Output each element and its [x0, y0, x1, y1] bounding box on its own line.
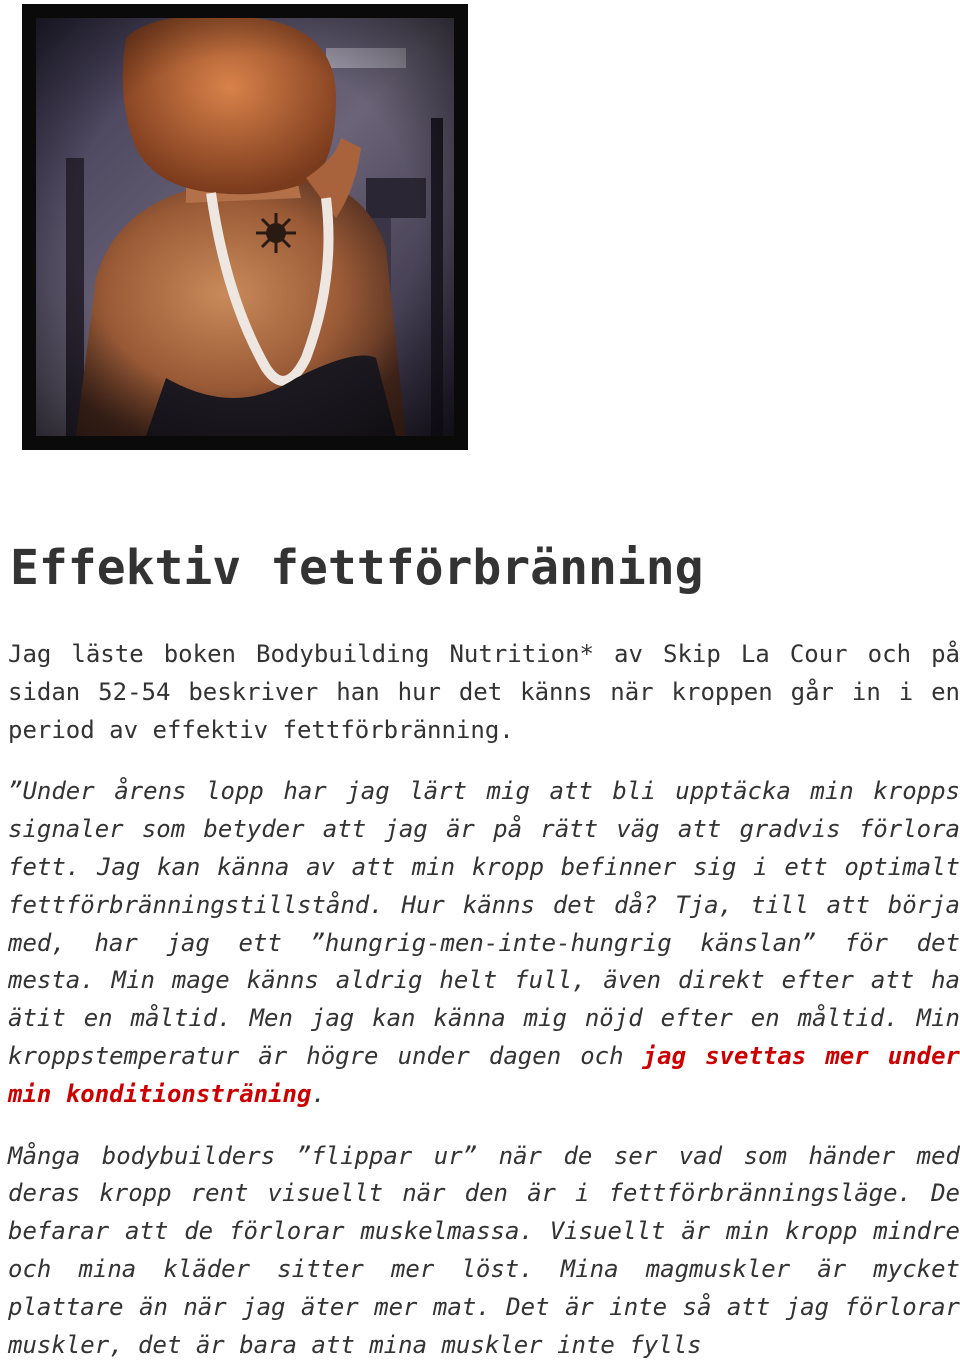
quote-paragraph — [8, 773, 960, 1113]
highlight-link[interactable]: jag svettas mer under min konditionsträning — [8, 1041, 960, 1108]
second-paragraph: Många bodybuilders ”flippar ur” när de ser vad som händer med deras kropp rent visuellt när den är i fettförbränningsläge. De befarar att de förlorar muskelmassa. Visuellt är min kropp mindre och mina kläder sitter mer löst. Mina magmuskler är mycket plattare än när jag äter mer mat. Det är inte så att jag förlorar muskler, det är bara att mina muskler inte fylls — [8, 1141, 960, 1359]
gym-photo — [36, 18, 454, 436]
intro-paragraph: Jag läste boken Bodybuilding Nutrition* av Skip La Cour och på sidan 52-54 beskriver han hur det känns när kroppen går in i en period av effektiv fettförbränning. — [8, 640, 960, 744]
article-title: Effektiv fettförbränning — [10, 540, 704, 596]
quote-text: ”Under årens lopp har jag lärt mig att bli upptäcka min kropps signaler som betyder att jag är på rätt väg att gradvis förlora fett. Jag kan känna av att min kropp befinner sig i ett optimalt fettförbränningstillstånd. Hur känns det då? Tja, till att börja med, har jag ett ”hungrig-men-inte-hungrig känslan” för det mesta. Min mage känns aldrig helt full, även direkt efter att ha ätit en måltid. Men jag kan känna mig nöjd efter en måltid. Min kroppstemperatur är högre under dagen och — [8, 777, 960, 1070]
quote-end: . — [311, 1079, 326, 1108]
article-photo — [22, 4, 468, 450]
article-body — [8, 636, 960, 1364]
